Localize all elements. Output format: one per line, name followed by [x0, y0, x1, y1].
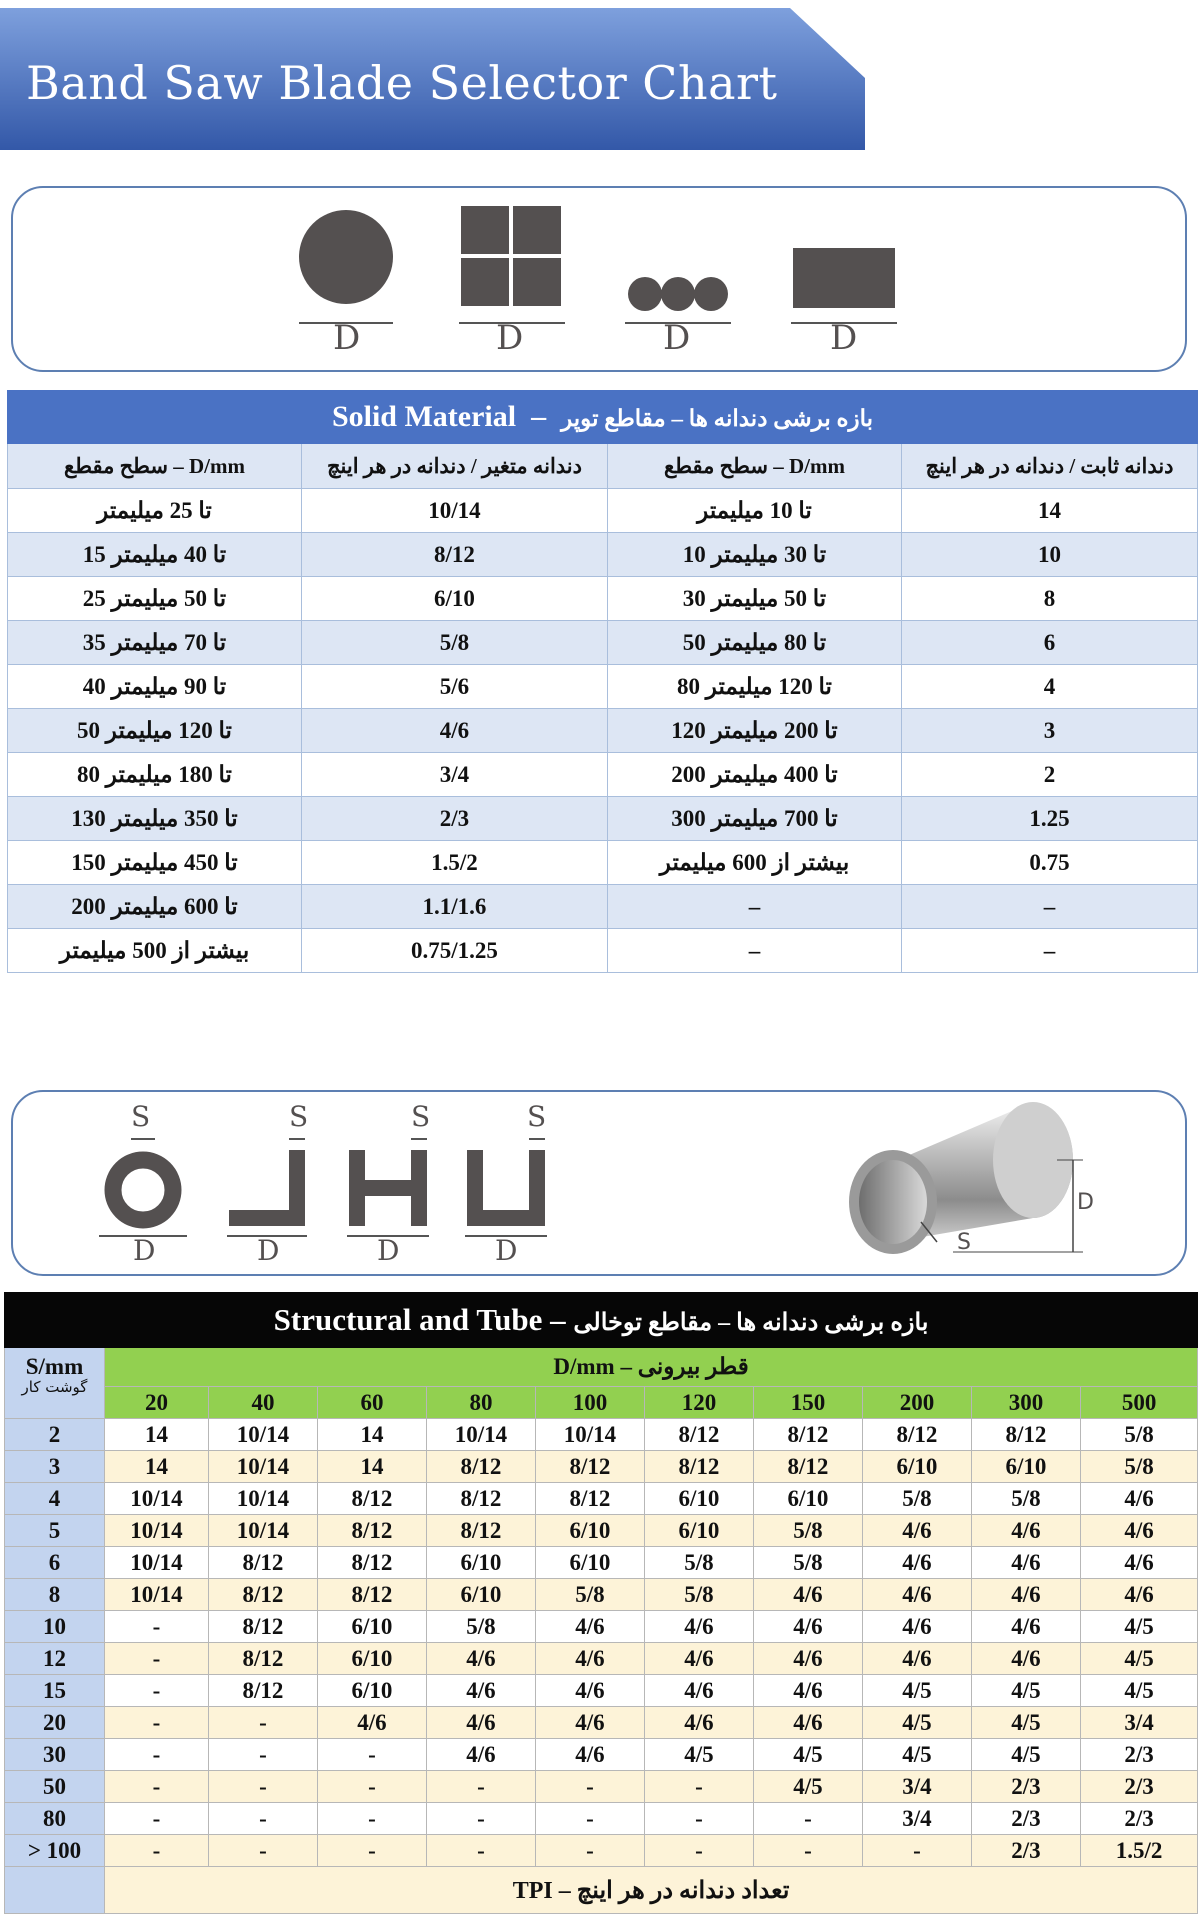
solid-table-row [8, 489, 1198, 533]
tpi-cell: 8/12 [318, 1483, 427, 1515]
page-title: Band Saw Blade Selector Chart [26, 56, 778, 110]
tube-table-row [5, 1579, 1198, 1611]
tpi-cell: 4/6 [427, 1675, 536, 1707]
tpi-cell: 4/6 [863, 1515, 972, 1547]
tpi-cell: 8/12 [427, 1515, 536, 1547]
tpi-cell: 6/10 [318, 1643, 427, 1675]
tpi-cell: - [105, 1643, 209, 1675]
tpi-cell: 2/3 [1081, 1803, 1198, 1835]
solid-cell: 120 تا 200 میلیمتر [608, 709, 902, 753]
solid-table-row [8, 885, 1198, 929]
solid-cell: 40 تا 90 میلیمتر [8, 665, 302, 709]
solid-cell: 0.75/1.25 [302, 929, 608, 973]
thickness-cell: 50 [5, 1771, 105, 1803]
tpi-cell: 2/3 [1081, 1739, 1198, 1771]
tpi-cell: 4/6 [972, 1579, 1081, 1611]
tpi-cell: - [209, 1707, 318, 1739]
thickness-cell: 4 [5, 1483, 105, 1515]
solid-cell: 150 تا 450 میلیمتر [8, 841, 302, 885]
tpi-cell: 4/5 [1081, 1675, 1198, 1707]
thickness-cell: 20 [5, 1707, 105, 1739]
tpi-cell: 8/12 [754, 1451, 863, 1483]
tpi-cell: 4/6 [972, 1547, 1081, 1579]
solid-cell: تا 10 میلیمتر [608, 489, 902, 533]
tpi-cell: 4/6 [645, 1643, 754, 1675]
solid-cell: 10/14 [302, 489, 608, 533]
tpi-cell: - [863, 1835, 972, 1867]
solid-cell: – [608, 885, 902, 929]
solid-title-fa: بازه برشی دندانه ها – مقاطع توپر [561, 406, 874, 431]
solid-cell: – [608, 929, 902, 973]
tube-side-header [5, 1348, 105, 1419]
solid-header: دندانه متغیر / دندانه در هر اینچ [302, 444, 608, 489]
tpi-cell: 4/6 [754, 1643, 863, 1675]
tube-table-row [5, 1675, 1198, 1707]
solid-cell: 25 تا 50 میلیمتر [8, 577, 302, 621]
tpi-cell: 4/6 [536, 1643, 645, 1675]
tpi-cell: 2/3 [972, 1803, 1081, 1835]
tpi-cell: 10/14 [536, 1419, 645, 1451]
tpi-cell: 4/6 [863, 1547, 972, 1579]
ring-s-label: S [131, 1100, 151, 1133]
tpi-cell: 4/5 [972, 1707, 1081, 1739]
diameter-group-header: D/mm – قطر بیرونی [105, 1348, 1198, 1387]
solid-cell: 5/8 [302, 621, 608, 665]
tpi-cell: 14 [318, 1419, 427, 1451]
tube-table-row [5, 1835, 1198, 1867]
tpi-cell: 4/6 [1081, 1483, 1198, 1515]
tube-table-row [5, 1419, 1198, 1451]
tube-table-row [5, 1611, 1198, 1643]
flat-bar-icon [793, 248, 895, 308]
tpi-cell: 6/10 [427, 1579, 536, 1611]
tpi-cell: 5/8 [1081, 1419, 1198, 1451]
solid-header: سطح مقطع – D/mm [608, 444, 902, 489]
solid-shapes-drawing [13, 188, 1185, 370]
tpi-cell: 10/14 [105, 1483, 209, 1515]
tpi-cell: 3/4 [863, 1771, 972, 1803]
solid-header: دندانه ثابت / دندانه در هر اینچ [902, 444, 1198, 489]
tpi-cell: 4/6 [1081, 1579, 1198, 1611]
tube-title-row [5, 1293, 1198, 1348]
tpi-cell: 4/6 [427, 1643, 536, 1675]
tube-table-row [5, 1803, 1198, 1835]
solid-cell: 10 تا 30 میلیمتر [608, 533, 902, 577]
thickness-cell: 30 [5, 1739, 105, 1771]
solid-cell: 4/6 [302, 709, 608, 753]
tpi-cell: 4/5 [1081, 1643, 1198, 1675]
tpi-cell: 10/14 [427, 1419, 536, 1451]
tpi-cell: 8/12 [427, 1483, 536, 1515]
tpi-cell: 2/3 [972, 1771, 1081, 1803]
solid-table-body [8, 489, 1198, 973]
tpi-cell: - [209, 1771, 318, 1803]
tpi-cell: 8/12 [863, 1419, 972, 1451]
tpi-cell: 6/10 [645, 1515, 754, 1547]
thickness-cell: 10 [5, 1611, 105, 1643]
tpi-cell: 4/6 [972, 1611, 1081, 1643]
tube-title-fa: بازه برشی دندانه ها – مقاطع توخالی [573, 1310, 929, 1336]
tpi-cell: 3/4 [1081, 1707, 1198, 1739]
angle-s-label: S [289, 1100, 309, 1133]
channel-icon [467, 1150, 545, 1226]
tpi-cell: 6/10 [318, 1611, 427, 1643]
solid-cell: 8 [902, 577, 1198, 621]
solid-cell: تا 25 میلیمتر [8, 489, 302, 533]
tpi-cell: 4/6 [863, 1611, 972, 1643]
tpi-cell: - [536, 1835, 645, 1867]
angle-icon [229, 1150, 305, 1226]
hbeam-d-label: D [377, 1234, 400, 1267]
tpi-cell: 4/6 [645, 1611, 754, 1643]
tpi-cell: - [318, 1803, 427, 1835]
solid-cell: 6/10 [302, 577, 608, 621]
tpi-cell: 8/12 [536, 1483, 645, 1515]
solid-title-row [8, 391, 1198, 444]
solid-cell: بیشتر از 500 میلیمتر [8, 929, 302, 973]
tpi-cell: 8/12 [536, 1451, 645, 1483]
diameter-column-header: 40 [209, 1387, 318, 1419]
square-bundle-icon [461, 206, 561, 306]
tpi-cell: - [645, 1835, 754, 1867]
tpi-cell: 8/12 [645, 1451, 754, 1483]
tpi-cell: 4/6 [645, 1675, 754, 1707]
tpi-cell: 4/5 [754, 1771, 863, 1803]
solid-cell: 200 تا 400 میلیمتر [608, 753, 902, 797]
thickness-cell: 80 [5, 1803, 105, 1835]
tpi-cell: - [209, 1803, 318, 1835]
solid-table-row [8, 709, 1198, 753]
diameter-column-header: 150 [754, 1387, 863, 1419]
solid-cell: بیشتر از 600 میلیمتر [608, 841, 902, 885]
tpi-cell: 4/6 [754, 1707, 863, 1739]
thickness-header: S/mm [25, 1354, 84, 1379]
thickness-cell: 5 [5, 1515, 105, 1547]
tpi-cell: 4/5 [754, 1739, 863, 1771]
tpi-cell: 8/12 [318, 1515, 427, 1547]
diameter-column-header: 80 [427, 1387, 536, 1419]
tpi-cell: - [754, 1835, 863, 1867]
solid-table-row [8, 533, 1198, 577]
tube-column-header-row [5, 1387, 1198, 1419]
solid-table-row [8, 929, 1198, 973]
solid-cell: 8/12 [302, 533, 608, 577]
tpi-cell: - [427, 1835, 536, 1867]
tube-table-row [5, 1707, 1198, 1739]
tube-illustration-icon [833, 1092, 1123, 1272]
diameter-column-header: 500 [1081, 1387, 1198, 1419]
solid-cell: 50 تا 80 میلیمتر [608, 621, 902, 665]
title-banner [0, 8, 865, 150]
tube-s-label: S [957, 1230, 971, 1255]
solid-cell: 2 [902, 753, 1198, 797]
tpi-cell: - [645, 1771, 754, 1803]
hbeam-s-label: S [411, 1100, 431, 1133]
tpi-cell: - [536, 1803, 645, 1835]
tpi-cell: 4/6 [427, 1739, 536, 1771]
solid-cell: 2/3 [302, 797, 608, 841]
tpi-cell: - [105, 1611, 209, 1643]
tpi-cell: 14 [105, 1451, 209, 1483]
tpi-cell: - [318, 1739, 427, 1771]
solid-header: سطح مقطع – D/mm [8, 444, 302, 489]
tpi-cell: 10/14 [105, 1515, 209, 1547]
tpi-cell: 4/6 [536, 1707, 645, 1739]
tpi-cell: 6/10 [863, 1451, 972, 1483]
solid-cell: 80 تا 180 میلیمتر [8, 753, 302, 797]
thickness-cell: 15 [5, 1675, 105, 1707]
angle-d-label: D [257, 1234, 280, 1267]
solid-cell: 15 تا 40 میلیمتر [8, 533, 302, 577]
structural-shapes-panel [11, 1090, 1187, 1276]
solid-cell: 1.25 [902, 797, 1198, 841]
diameter-column-header: 20 [105, 1387, 209, 1419]
solid-table-row [8, 621, 1198, 665]
ring-icon [113, 1160, 173, 1220]
tpi-cell: 5/8 [645, 1579, 754, 1611]
tpi-cell: 4/6 [427, 1707, 536, 1739]
tpi-cell: - [105, 1835, 209, 1867]
tpi-cell: 10/14 [209, 1419, 318, 1451]
diameter-column-header: 120 [645, 1387, 754, 1419]
tpi-cell: - [105, 1771, 209, 1803]
tpi-cell: 1.5/2 [1081, 1835, 1198, 1867]
tube-group-row [5, 1348, 1198, 1387]
solid-cell: 6 [902, 621, 1198, 665]
tpi-cell: 4/5 [645, 1739, 754, 1771]
tpi-cell: 4/6 [536, 1675, 645, 1707]
solid-cell: 300 تا 700 میلیمتر [608, 797, 902, 841]
tpi-cell: 8/12 [318, 1579, 427, 1611]
tpi-cell: 8/12 [209, 1643, 318, 1675]
solid-cell: 3/4 [302, 753, 608, 797]
tpi-cell: - [536, 1771, 645, 1803]
solid-cell: 35 تا 70 میلیمتر [8, 621, 302, 665]
solid-table-row [8, 577, 1198, 621]
tube-table-row [5, 1451, 1198, 1483]
tpi-footer: TPI – تعداد دندانه در هر اینچ [105, 1867, 1198, 1914]
tpi-cell: 5/8 [863, 1483, 972, 1515]
tpi-cell: 10/14 [209, 1515, 318, 1547]
tpi-cell: 5/8 [754, 1547, 863, 1579]
tpi-cell: 5/8 [754, 1515, 863, 1547]
square-bundle-d-label: D [496, 318, 524, 358]
tpi-cell: 8/12 [427, 1451, 536, 1483]
h-beam-icon [349, 1150, 427, 1226]
tpi-cell: 14 [105, 1419, 209, 1451]
tpi-cell: - [645, 1803, 754, 1835]
solid-table-row [8, 841, 1198, 885]
tpi-cell: 2/3 [1081, 1771, 1198, 1803]
structural-tube-table [4, 1292, 1198, 1914]
tpi-cell: 8/12 [754, 1419, 863, 1451]
tpi-cell: 5/8 [972, 1483, 1081, 1515]
thickness-cell: 2 [5, 1419, 105, 1451]
tpi-cell: 4/6 [536, 1611, 645, 1643]
solid-cell: 130 تا 350 میلیمتر [8, 797, 302, 841]
tube-title: Structural and Tube – بازه برشی دندانه ها – مقاطع توخالی [5, 1293, 1198, 1348]
tpi-cell: 5/8 [645, 1547, 754, 1579]
tpi-cell: 4/6 [863, 1643, 972, 1675]
tpi-cell: 5/8 [427, 1611, 536, 1643]
diameter-column-header: 200 [863, 1387, 972, 1419]
tpi-cell: 4/6 [754, 1611, 863, 1643]
diameter-column-header: 300 [972, 1387, 1081, 1419]
tpi-cell: 6/10 [427, 1547, 536, 1579]
tpi-cell: - [209, 1739, 318, 1771]
thickness-subheader: گوشت کار [21, 1378, 88, 1397]
tpi-cell: 2/3 [972, 1835, 1081, 1867]
tpi-cell: 8/12 [209, 1611, 318, 1643]
tpi-cell: 4/5 [863, 1675, 972, 1707]
tpi-cell: 10/14 [209, 1483, 318, 1515]
solid-cell: 200 تا 600 میلیمتر [8, 885, 302, 929]
solid-cell: – [902, 929, 1198, 973]
solid-cell: – [902, 885, 1198, 929]
tpi-cell: 3/4 [863, 1803, 972, 1835]
tube-footer-side [5, 1867, 105, 1914]
tpi-cell: - [105, 1707, 209, 1739]
tpi-cell: - [105, 1803, 209, 1835]
tpi-cell: - [427, 1803, 536, 1835]
thickness-cell: 8 [5, 1579, 105, 1611]
tpi-cell: 5/8 [1081, 1451, 1198, 1483]
channel-s-label: S [527, 1100, 547, 1133]
tpi-cell: 4/6 [754, 1579, 863, 1611]
solid-cell: 30 تا 50 میلیمتر [608, 577, 902, 621]
tpi-cell: 8/12 [645, 1419, 754, 1451]
tpi-cell: 6/10 [972, 1451, 1081, 1483]
tpi-cell: 8/12 [972, 1419, 1081, 1451]
tpi-cell: 4/6 [536, 1739, 645, 1771]
solid-header-row [8, 444, 1198, 489]
solid-cell: 1.5/2 [302, 841, 608, 885]
round-bundle-d-label: D [663, 318, 691, 358]
tpi-cell: 4/6 [645, 1707, 754, 1739]
tpi-cell: 8/12 [209, 1675, 318, 1707]
tube-table-row [5, 1771, 1198, 1803]
solid-cell: 80 تا 120 میلیمتر [608, 665, 902, 709]
tpi-cell: - [754, 1803, 863, 1835]
solid-cell: 0.75 [902, 841, 1198, 885]
tpi-cell: 4/5 [972, 1739, 1081, 1771]
solid-material-table [7, 390, 1198, 973]
tube-table-row [5, 1483, 1198, 1515]
tpi-cell: 4/5 [1081, 1611, 1198, 1643]
thickness-cell: > 100 [5, 1835, 105, 1867]
diameter-column-header: 60 [318, 1387, 427, 1419]
tube-table-row [5, 1547, 1198, 1579]
tube-table-body [5, 1419, 1198, 1867]
tpi-cell: 6/10 [536, 1547, 645, 1579]
tpi-cell: 4/6 [318, 1707, 427, 1739]
tpi-cell: 4/5 [972, 1675, 1081, 1707]
tpi-cell: 4/6 [972, 1643, 1081, 1675]
tpi-cell: 8/12 [318, 1547, 427, 1579]
round-bar-icon [299, 210, 393, 304]
diameter-column-header: 100 [536, 1387, 645, 1419]
tpi-cell: 6/10 [318, 1675, 427, 1707]
solid-cell: 5/6 [302, 665, 608, 709]
tube-title-en: Structural and Tube [273, 1302, 543, 1337]
channel-d-label: D [495, 1234, 518, 1267]
solid-title-en: Solid Material [331, 400, 517, 433]
tube-table-row [5, 1515, 1198, 1547]
solid-table-row [8, 797, 1198, 841]
tpi-cell: - [318, 1835, 427, 1867]
tpi-cell: 4/6 [972, 1515, 1081, 1547]
tpi-cell: 10/14 [209, 1451, 318, 1483]
tpi-cell: 4/6 [863, 1579, 972, 1611]
tpi-cell: 6/10 [645, 1483, 754, 1515]
solid-table-row [8, 753, 1198, 797]
thickness-cell: 12 [5, 1643, 105, 1675]
tpi-cell: 4/5 [863, 1739, 972, 1771]
flat-bar-d-label: D [830, 318, 858, 358]
ring-d-label: D [133, 1234, 156, 1267]
tpi-cell: 10/14 [105, 1579, 209, 1611]
tpi-cell: 4/5 [863, 1707, 972, 1739]
tpi-cell: 6/10 [754, 1483, 863, 1515]
thickness-cell: 6 [5, 1547, 105, 1579]
tpi-cell: - [318, 1771, 427, 1803]
solid-cell: 4 [902, 665, 1198, 709]
tube-d-label: D [1077, 1190, 1094, 1215]
solid-cell: 10 [902, 533, 1198, 577]
tpi-cell: 8/12 [209, 1579, 318, 1611]
round-bar-d-label: D [333, 318, 361, 358]
tpi-cell: 5/8 [536, 1579, 645, 1611]
tube-table-row [5, 1739, 1198, 1771]
tpi-cell: 4/6 [1081, 1547, 1198, 1579]
round-bundle-icon [628, 277, 728, 311]
thickness-cell: 3 [5, 1451, 105, 1483]
tpi-cell: 4/6 [754, 1675, 863, 1707]
solid-shapes-panel [11, 186, 1187, 372]
tpi-cell: 10/14 [105, 1547, 209, 1579]
tpi-cell: 4/6 [1081, 1515, 1198, 1547]
tube-footer-row [5, 1867, 1198, 1914]
solid-title: Solid Material – بازه برشی دندانه ها – مقاطع توپر [8, 391, 1198, 444]
solid-table-row [8, 665, 1198, 709]
tpi-cell: 14 [318, 1451, 427, 1483]
solid-cell: 14 [902, 489, 1198, 533]
solid-cell: 3 [902, 709, 1198, 753]
tpi-cell: - [209, 1835, 318, 1867]
tpi-cell: - [105, 1675, 209, 1707]
tube-table-row [5, 1643, 1198, 1675]
tpi-cell: 8/12 [209, 1547, 318, 1579]
tpi-cell: - [105, 1739, 209, 1771]
solid-cell: 50 تا 120 میلیمتر [8, 709, 302, 753]
tpi-cell: - [427, 1771, 536, 1803]
solid-cell: 1.1/1.6 [302, 885, 608, 929]
tpi-cell: 6/10 [536, 1515, 645, 1547]
